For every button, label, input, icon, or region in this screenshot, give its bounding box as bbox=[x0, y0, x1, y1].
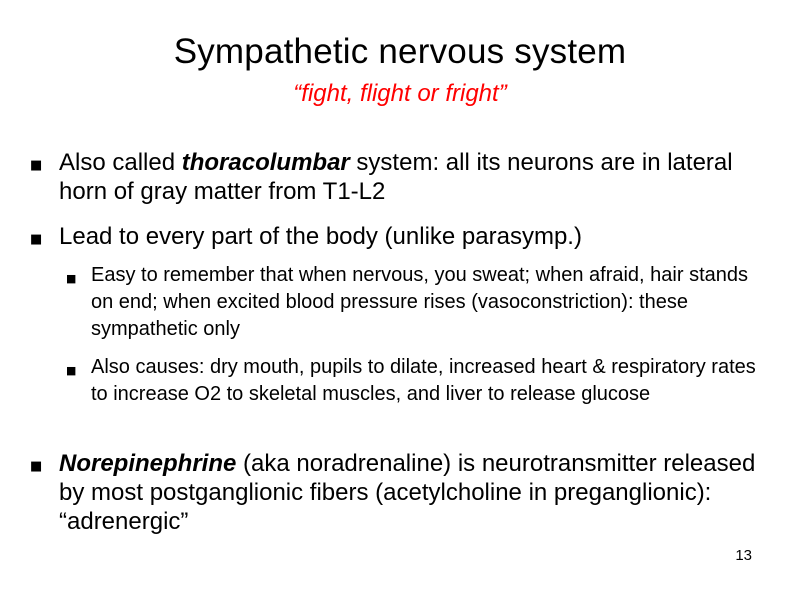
bullet-text: Lead to every part of the body (unlike parasymp.) bbox=[59, 223, 582, 250]
square-bullet-icon: ■ bbox=[30, 158, 43, 173]
bullet-text bbox=[59, 449, 760, 536]
bullet-text-emphasis: thoracolumbar bbox=[181, 149, 350, 176]
slide-title: Sympathetic nervous system bbox=[173, 32, 627, 71]
bullet-item bbox=[30, 148, 760, 206]
square-bullet-icon: ■ bbox=[66, 364, 77, 377]
square-bullet-icon: ■ bbox=[66, 272, 77, 285]
sub-bullet-text: Easy to remember that when nervous, you sweat; when afraid, hair stands on end; when excited blood pressure rises (vasoconstriction): these sympathetic only bbox=[91, 264, 749, 340]
page-number: 13 bbox=[735, 547, 752, 564]
sub-bullet-item bbox=[66, 262, 766, 343]
slide-subtitle: “fight, flight or fright” bbox=[293, 80, 507, 107]
bullet-text-post: (aka noradrenaline) is neurotransmitter released by most postganglionic fibers (acetylcholine in preganglionic): “adrenergic” bbox=[59, 450, 756, 535]
sub-bullet-text: Also causes: dry mouth, pupils to dilate, increased heart & respiratory rates to increase O2 to skeletal muscles, and liver to release glucose bbox=[91, 356, 756, 405]
square-bullet-icon: ■ bbox=[30, 232, 43, 247]
sub-bullet-item bbox=[66, 354, 766, 408]
bullet-text-emphasis: Norepinephrine bbox=[59, 450, 237, 477]
bullet-text bbox=[59, 148, 760, 206]
square-bullet-icon: ■ bbox=[30, 459, 43, 474]
bullet-text-pre: Also called bbox=[59, 149, 182, 176]
bullet-text-post: system: all its neurons are in lateral horn of gray matter from T1-L2 bbox=[59, 149, 733, 205]
bullet-item bbox=[30, 449, 760, 536]
bullet-item bbox=[30, 222, 760, 251]
